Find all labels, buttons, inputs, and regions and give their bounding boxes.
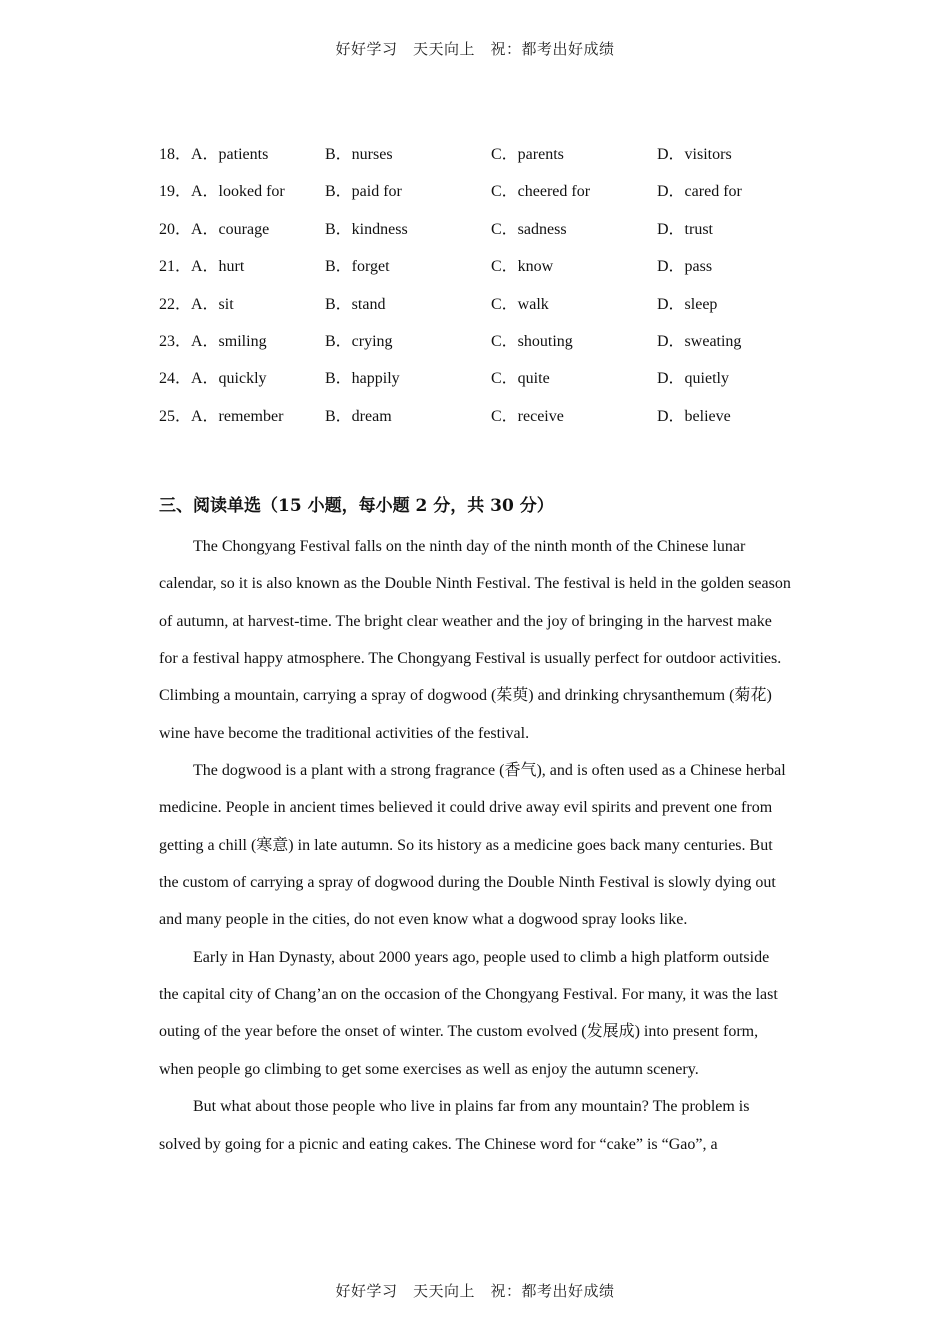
option-a: 22．A．sit — [159, 295, 234, 313]
option-c: C．cheered for — [491, 183, 591, 201]
option-a: 18．A．patients — [159, 146, 269, 163]
option-d: D．pass — [657, 258, 713, 276]
option-c: C．quite — [491, 370, 550, 388]
reading-passage — [159, 528, 791, 1163]
option-row-22 — [159, 293, 799, 330]
option-b: B．forget — [325, 258, 390, 276]
option-d: D．trust — [657, 220, 714, 238]
option-b: B．crying — [325, 332, 393, 350]
option-c: C．receive — [491, 407, 564, 425]
passage-paragraph: The Chongyang Festival falls on the ninth day of the ninth month of the Chinese lunar calendar, so it is also known as the Double Ninth Festival. The festival is held in the golden season of autumn, at harvest-time. The bright clear weather and the joy of bringing in the harvest make for a festival happy atmosphere. The Chongyang Festival is usually perfect for outdoor activities. Climbing a mountain, carrying a spray of dogwood (茱萸) and drinking chrysanthemum (菊花) wine have become the traditional activities of the festival. — [159, 538, 791, 742]
option-c: C．know — [491, 258, 554, 276]
option-c: C．parents — [491, 146, 564, 163]
option-a: 20．A．courage — [159, 220, 270, 238]
option-row-20 — [159, 218, 799, 255]
option-b: B．paid for — [325, 183, 402, 201]
option-d: D．quietly — [657, 370, 729, 388]
option-c: C．shouting — [491, 332, 573, 350]
option-c: C．sadness — [491, 220, 567, 238]
option-d: D．sweating — [657, 332, 742, 350]
option-d: D．sleep — [657, 295, 718, 313]
option-row-19 — [159, 180, 799, 217]
option-d: D．visitors — [657, 146, 732, 163]
option-a: 24．A．quickly — [159, 370, 267, 388]
option-row-24 — [159, 367, 799, 404]
passage-paragraph: Early in Han Dynasty, about 2000 years ago, people used to climb a high platform outside the capital city of Chang’an on the occasion of the Chongyang Festival. For many, it was the last outing of the year before the onset of winter. The custom evolved (发展成) into present form, when people go climbing to get some exercises as well as enjoy the autumn scenery. — [159, 948, 778, 1078]
option-b: B．dream — [325, 407, 392, 425]
option-b: B．nurses — [325, 146, 393, 163]
option-row-25 — [159, 405, 799, 442]
page-header: 好好学习 天天向上 祝：都考出好成绩 — [335, 40, 615, 58]
option-row-21 — [159, 255, 799, 292]
option-a: 23．A．smiling — [159, 332, 267, 350]
section-title: 三、阅读单选（15 小题，每小题 2 分，共 30 分） — [159, 496, 554, 516]
option-row-18 — [159, 143, 799, 180]
option-b: B．happily — [325, 370, 400, 388]
option-row-23 — [159, 330, 799, 367]
option-a: 21．A．hurt — [159, 258, 245, 276]
option-a: 19．A．looked for — [159, 183, 285, 201]
option-b: B．kindness — [325, 220, 408, 238]
option-d: D．believe — [657, 407, 731, 425]
passage-paragraph: But what about those people who live in plains far from any mountain? The problem is solved by going for a picnic and eating cakes. The Chinese word for “cake” is “Gao”, a — [159, 1098, 750, 1153]
options-table — [159, 143, 799, 442]
page-footer: 好好学习 天天向上 祝：都考出好成绩 — [335, 1282, 615, 1300]
option-b: B．stand — [325, 295, 386, 313]
passage-paragraph: The dogwood is a plant with a strong fragrance (香气), and is often used as a Chinese herbal medicine. People in ancient times believed it could drive away evil spirits and prevent one from getting a chill (寒意) in late autumn. So its history as a medicine goes back many centuries. But the custom of carrying a spray of dogwood during the Double Ninth Festival is slowly dying out and many people in the cities, do not even know what a dogwood spray looks like. — [159, 762, 786, 929]
option-a: 25．A．remember — [159, 407, 284, 425]
option-d: D．cared for — [657, 183, 742, 201]
option-c: C．walk — [491, 295, 549, 313]
